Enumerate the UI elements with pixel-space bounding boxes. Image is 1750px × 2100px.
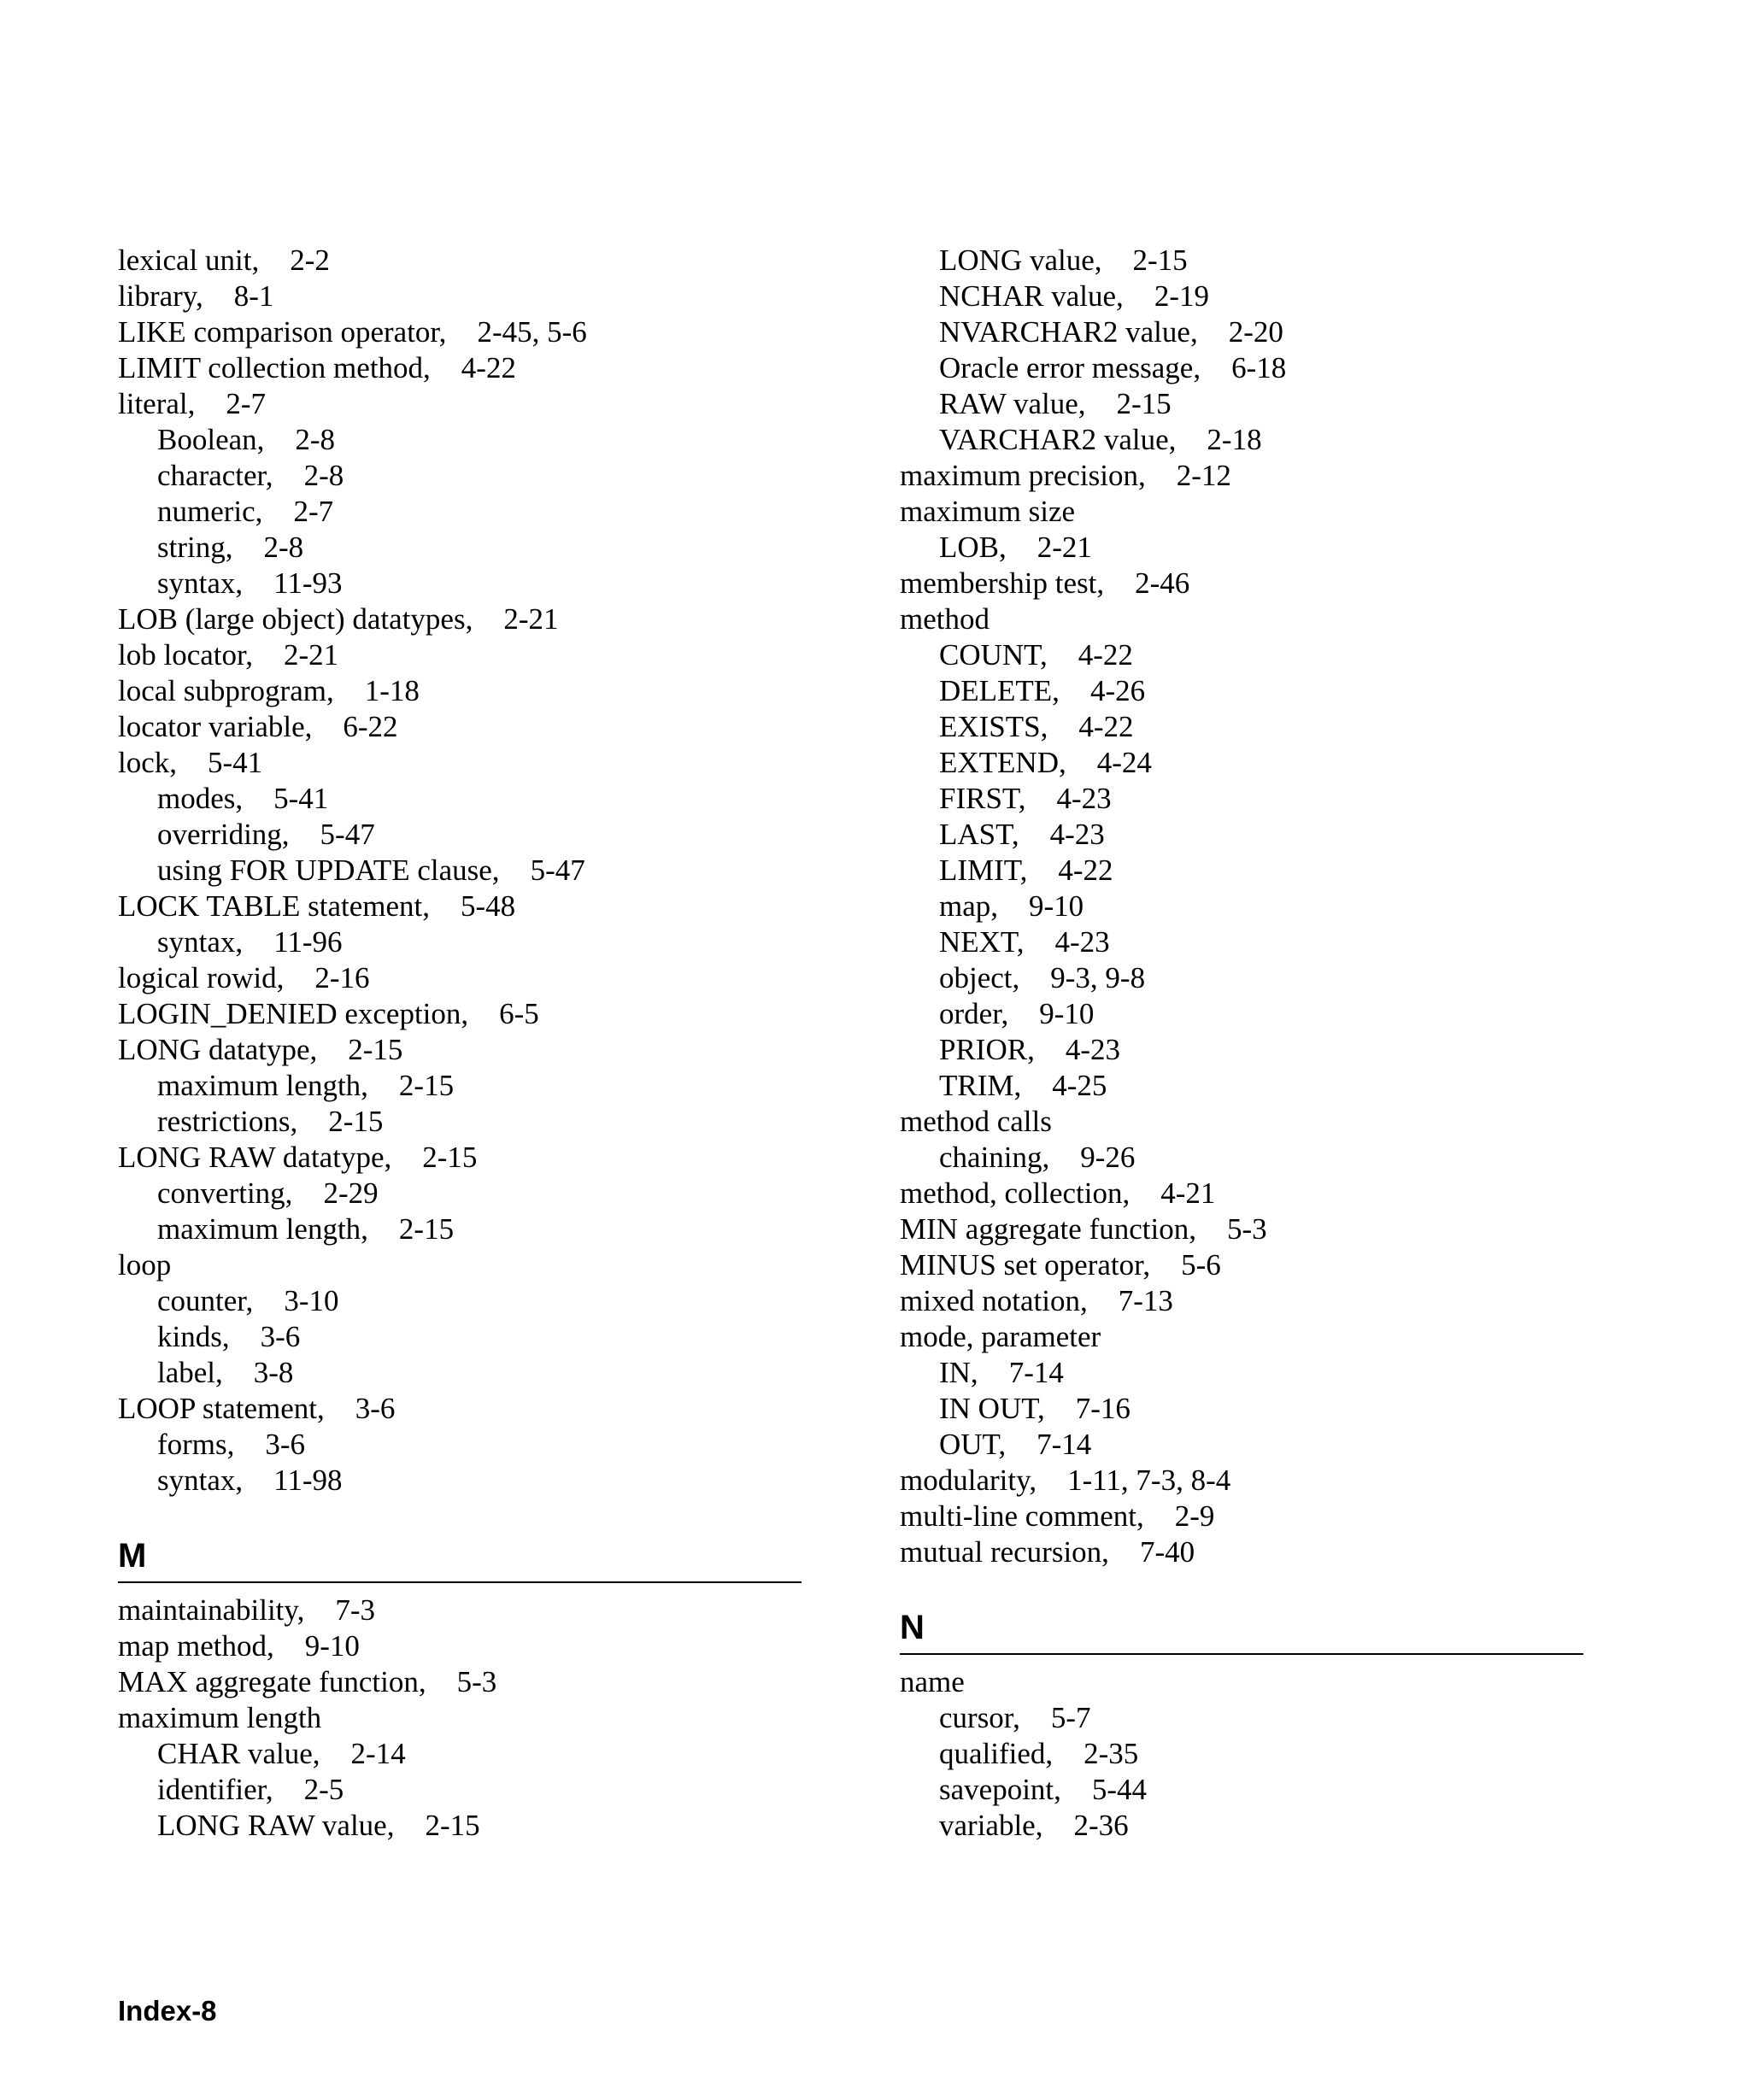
index-term: IN, [939, 1356, 978, 1389]
index-page-ref: 6-5 [499, 997, 539, 1030]
index-term: character, [157, 459, 273, 492]
index-page-ref: 11-93 [273, 566, 343, 600]
index-page-ref: 2-9 [1174, 1499, 1215, 1533]
index-page-ref: 11-96 [273, 925, 343, 959]
index-entry [118, 1247, 802, 1283]
index-entry [118, 1593, 802, 1628]
index-term: LAST, [939, 818, 1019, 851]
index-subentry [900, 422, 1583, 458]
index-page-ref: 4-23 [1056, 782, 1112, 815]
index-term: label, [157, 1356, 223, 1389]
index-term: modularity, [900, 1464, 1037, 1497]
index-page-ref: 2-15 [1132, 243, 1188, 277]
index-page-ref: 5-3 [1226, 1212, 1267, 1246]
index-page-ref: 4-24 [1096, 746, 1152, 779]
index-page-ref: 1-18 [364, 674, 420, 707]
index-term: NCHAR value, [939, 279, 1124, 313]
index-page-ref: 4-23 [1054, 925, 1110, 959]
index-page-ref: 5-6 [1181, 1248, 1221, 1282]
index-term: using FOR UPDATE clause, [157, 853, 500, 887]
index-page-ref: 3-6 [260, 1320, 301, 1353]
index-page-ref: 7-13 [1118, 1284, 1173, 1317]
index-page-ref: 5-41 [208, 746, 263, 779]
index-subentry [118, 422, 802, 458]
index-term: overriding, [157, 818, 290, 851]
page-number: Index-8 [118, 1995, 217, 2027]
index-page-ref: 2-15 [398, 1069, 455, 1102]
index-term: LOGIN_DENIED exception, [118, 997, 469, 1030]
index-term: order, [939, 997, 1009, 1030]
index-page-ref: 5-41 [273, 782, 329, 815]
index-entry [900, 1319, 1583, 1355]
index-entry [118, 279, 802, 314]
index-term: identifier, [157, 1773, 273, 1806]
index-page-ref: 3-10 [284, 1284, 339, 1317]
index-section [900, 1607, 1583, 1844]
index-page-ref: 11-98 [273, 1464, 343, 1497]
index-term: loop [118, 1248, 172, 1282]
index-term: method calls [900, 1105, 1052, 1138]
index-subentry [900, 817, 1583, 853]
index-page-ref: 5-7 [1050, 1701, 1091, 1734]
index-term: map, [939, 889, 999, 923]
index-page-ref: 4-22 [1078, 710, 1134, 743]
index-subentry [118, 458, 802, 494]
index-page-ref: 2-21 [284, 638, 339, 672]
index-subentry [118, 1319, 802, 1355]
index-subentry [118, 1104, 802, 1140]
index-subentry [900, 386, 1583, 422]
index-entry [900, 1463, 1583, 1499]
index-subentry [118, 853, 802, 889]
index-page-ref: 2-15 [425, 1809, 480, 1842]
index-subentry [118, 1355, 802, 1391]
index-subentry [900, 673, 1583, 709]
index-term: maximum size [900, 495, 1076, 528]
index-page-ref: 2-15 [398, 1212, 455, 1246]
index-entry [118, 350, 802, 386]
index-page-ref: 2-12 [1176, 459, 1231, 492]
index-page-ref: 2-45, 5-6 [477, 315, 587, 349]
index-page-ref: 7-3 [335, 1593, 376, 1627]
index-page-ref: 4-26 [1089, 674, 1146, 707]
index-term: EXISTS, [939, 710, 1048, 743]
index-page-ref: 5-3 [456, 1665, 497, 1698]
index-term: forms, [157, 1428, 235, 1461]
index-subentry [900, 1736, 1583, 1772]
index-term: NVARCHAR2 value, [939, 315, 1198, 349]
index-subentry [900, 1355, 1583, 1391]
index-page-ref: 6-18 [1231, 351, 1287, 384]
index-entry [118, 601, 802, 637]
index-subentry [900, 1068, 1583, 1104]
index-subentry [900, 1808, 1583, 1844]
index-term: LOB (large object) datatypes, [118, 602, 473, 636]
index-term: lexical unit, [118, 243, 260, 277]
index-subentry [900, 1700, 1583, 1736]
index-term: library, [118, 279, 203, 313]
index-page-ref: 2-16 [314, 961, 370, 994]
index-term: Boolean, [157, 423, 265, 456]
index-page-ref: 2-46 [1135, 566, 1190, 600]
index-entry [900, 1211, 1583, 1247]
index-page-ref: 2-15 [422, 1141, 478, 1174]
index-entry [118, 960, 802, 996]
index-term: membership test, [900, 566, 1105, 600]
index-page-ref: 2-36 [1073, 1809, 1129, 1842]
index-page-ref: 2-8 [295, 423, 336, 456]
index-page-ref: 5-44 [1091, 1773, 1148, 1806]
index-page-ref: 2-2 [290, 243, 330, 277]
index-term: syntax, [157, 566, 244, 600]
index-subentry [118, 1176, 802, 1211]
index-page-ref: 2-35 [1083, 1737, 1139, 1770]
index-term: Oracle error message, [939, 351, 1201, 384]
index-subentry [900, 889, 1583, 924]
index-term: RAW value, [939, 387, 1086, 420]
index-subentry [900, 1032, 1583, 1068]
section-letter-heading: N [900, 1607, 1583, 1655]
index-page-ref: 9-10 [304, 1629, 360, 1663]
index-subentry [900, 279, 1583, 314]
index-term: cursor, [939, 1701, 1020, 1734]
index-term: multi-line comment, [900, 1499, 1144, 1533]
index-entry [900, 1247, 1583, 1283]
index-term: kinds, [157, 1320, 230, 1353]
index-entry [118, 673, 802, 709]
index-term: variable, [939, 1809, 1043, 1842]
index-subentry [900, 350, 1583, 386]
index-subentry [900, 1140, 1583, 1176]
index-term: LIMIT, [939, 853, 1028, 887]
index-subentry [118, 1211, 802, 1247]
index-term: maximum length, [157, 1069, 368, 1102]
index-term: mutual recursion, [900, 1535, 1109, 1569]
index-page-ref: 5-48 [460, 889, 516, 923]
index-subentry [900, 960, 1583, 996]
index-entry [118, 996, 802, 1032]
index-page-ref: 5-47 [320, 818, 375, 851]
index-page-ref: 9-10 [1029, 889, 1084, 923]
index-page-ref: 2-7 [226, 387, 267, 420]
index-term: MAX aggregate function, [118, 1665, 426, 1698]
index-entry [118, 243, 802, 279]
index-page-ref: 9-26 [1080, 1141, 1136, 1174]
index-term: map method, [118, 1629, 274, 1663]
index-entry [118, 745, 802, 781]
index-term: LOCK TABLE statement, [118, 889, 430, 923]
index-subentry [118, 817, 802, 853]
index-term: object, [939, 961, 1020, 994]
index-page-ref: 3-6 [265, 1428, 306, 1461]
index-entry [900, 1283, 1583, 1319]
index-term: mode, parameter [900, 1320, 1101, 1353]
index-entry [118, 637, 802, 673]
index-subentry [900, 853, 1583, 889]
index-term: qualified, [939, 1737, 1054, 1770]
index-subentry [900, 314, 1583, 350]
index-section [118, 1535, 802, 1844]
index-term: modes, [157, 782, 244, 815]
index-subentry [900, 243, 1583, 279]
index-term: method [900, 602, 990, 636]
index-page-ref: 4-23 [1049, 818, 1105, 851]
index-entry [118, 1391, 802, 1427]
index-term: lock, [118, 746, 178, 779]
index-subentry [118, 1068, 802, 1104]
index-page-ref: 2-5 [303, 1773, 344, 1806]
index-subentry [118, 1283, 802, 1319]
index-column-right [900, 243, 1583, 1844]
index-entry [118, 314, 802, 350]
index-page-ref: 8-1 [233, 279, 274, 313]
index-term: LONG RAW datatype, [118, 1141, 392, 1174]
index-term: IN OUT, [939, 1392, 1045, 1425]
index-subentry [118, 1808, 802, 1844]
index-page-ref: 7-40 [1139, 1535, 1195, 1569]
index-term: NEXT, [939, 925, 1025, 959]
index-term: string, [157, 531, 233, 564]
index-term: syntax, [157, 1464, 244, 1497]
index-term: MINUS set operator, [900, 1248, 1151, 1282]
index-term: EXTEND, [939, 746, 1066, 779]
index-page-ref: 9-10 [1039, 997, 1095, 1030]
index-subentry [118, 781, 802, 817]
index-term: restrictions, [157, 1105, 298, 1138]
index-page-ref: 2-15 [1116, 387, 1172, 420]
index-term: literal, [118, 387, 196, 420]
index-page-ref: 2-7 [293, 495, 334, 528]
index-term: LOB, [939, 531, 1007, 564]
index-page-ref: 2-21 [503, 602, 559, 636]
index-page-ref: 2-29 [323, 1176, 379, 1210]
index-term: FIRST, [939, 782, 1026, 815]
index-entry [118, 1664, 802, 1700]
index-subentry [900, 996, 1583, 1032]
index-entry [118, 1700, 802, 1736]
index-term: method, collection, [900, 1176, 1130, 1210]
index-subentry [118, 1736, 802, 1772]
index-page-ref: 6-22 [343, 710, 398, 743]
index-term: LONG datatype, [118, 1033, 318, 1066]
index-page-ref: 1-11, 7-3, 8-4 [1067, 1464, 1231, 1497]
index-page-ref: 2-14 [350, 1737, 406, 1770]
index-term: syntax, [157, 925, 244, 959]
index-subentry [118, 566, 802, 601]
index-subentry [900, 1427, 1583, 1463]
index-entry [900, 1664, 1583, 1700]
index-term: local subprogram, [118, 674, 334, 707]
index-entry [118, 386, 802, 422]
index-subentry [900, 781, 1583, 817]
index-term: CHAR value, [157, 1737, 320, 1770]
index-page-ref: 2-15 [348, 1033, 403, 1066]
index-subentry [118, 1427, 802, 1463]
index-term: name [900, 1665, 965, 1698]
index-entry [900, 494, 1583, 530]
index-page-ref: 2-21 [1036, 531, 1092, 564]
index-entry [900, 1104, 1583, 1140]
index-page-ref: 2-19 [1154, 279, 1209, 313]
index-term: COUNT, [939, 638, 1048, 672]
index-term: maximum length [118, 1701, 322, 1734]
index-page-ref: 4-22 [1058, 853, 1113, 887]
index-term: counter, [157, 1284, 254, 1317]
index-entry [118, 1140, 802, 1176]
index-page-ref: 7-14 [1036, 1428, 1092, 1461]
index-entry [118, 709, 802, 745]
index-page-ref: 7-16 [1075, 1392, 1130, 1425]
index-subentry [118, 1772, 802, 1808]
index-term: maintainability, [118, 1593, 305, 1627]
index-entry [900, 1499, 1583, 1534]
index-term: LIKE comparison operator, [118, 315, 447, 349]
index-term: maximum precision, [900, 459, 1146, 492]
index-subentry [900, 1391, 1583, 1427]
index-page-ref: 9-3, 9-8 [1050, 961, 1146, 994]
index-subentry [900, 709, 1583, 745]
index-column-left [118, 243, 802, 1844]
index-term: VARCHAR2 value, [939, 423, 1177, 456]
index-page-ref: 4-25 [1052, 1069, 1107, 1102]
section-letter-heading: M [118, 1535, 802, 1583]
index-entry [900, 601, 1583, 637]
index-term: mixed notation, [900, 1284, 1088, 1317]
index-term: PRIOR, [939, 1033, 1035, 1066]
index-term: DELETE, [939, 674, 1060, 707]
index-term: locator variable, [118, 710, 313, 743]
index-page-ref: 2-8 [263, 531, 304, 564]
index-page-ref: 3-6 [355, 1392, 396, 1425]
index-term: chaining, [939, 1141, 1050, 1174]
index-subentry [900, 637, 1583, 673]
index-subentry [900, 924, 1583, 960]
index-subentry [900, 745, 1583, 781]
index-page-ref: 2-15 [328, 1105, 384, 1138]
index-term: converting, [157, 1176, 293, 1210]
index-subentry [900, 530, 1583, 566]
index-page-ref: 2-18 [1207, 423, 1262, 456]
index-term: logical rowid, [118, 961, 285, 994]
index-subentry [900, 1772, 1583, 1808]
index-term: numeric, [157, 495, 263, 528]
index-page-ref: 2-8 [303, 459, 344, 492]
index-entry [900, 1534, 1583, 1570]
index-entry [118, 889, 802, 924]
index-subentry [118, 494, 802, 530]
index-page-ref: 4-21 [1160, 1176, 1216, 1210]
index-page-ref: 7-14 [1008, 1356, 1064, 1389]
index-page-ref: 4-23 [1065, 1033, 1120, 1066]
index-subentry [118, 924, 802, 960]
index-entry [900, 458, 1583, 494]
index-term: LOOP statement, [118, 1392, 325, 1425]
index-term: LONG value, [939, 243, 1102, 277]
index-entry [118, 1628, 802, 1664]
index-term: maximum length, [157, 1212, 368, 1246]
index-page-ref: 3-8 [253, 1356, 294, 1389]
index-page-ref: 4-22 [1078, 638, 1133, 672]
index-term: lob locator, [118, 638, 253, 672]
index-term: TRIM, [939, 1069, 1022, 1102]
index-term: LIMIT collection method, [118, 351, 431, 384]
index-page-ref: 2-20 [1228, 315, 1283, 349]
index-subentry [118, 530, 802, 566]
index-term: OUT, [939, 1428, 1007, 1461]
index-page-ref: 4-22 [461, 351, 516, 384]
index-page-ref: 5-47 [530, 853, 585, 887]
index-entry [900, 566, 1583, 601]
index-entry [118, 1032, 802, 1068]
index-entry [900, 1176, 1583, 1211]
index-subentry [118, 1463, 802, 1499]
index-term: savepoint, [939, 1773, 1061, 1806]
index-term: MIN aggregate function, [900, 1212, 1196, 1246]
index-term: LONG RAW value, [157, 1809, 395, 1842]
